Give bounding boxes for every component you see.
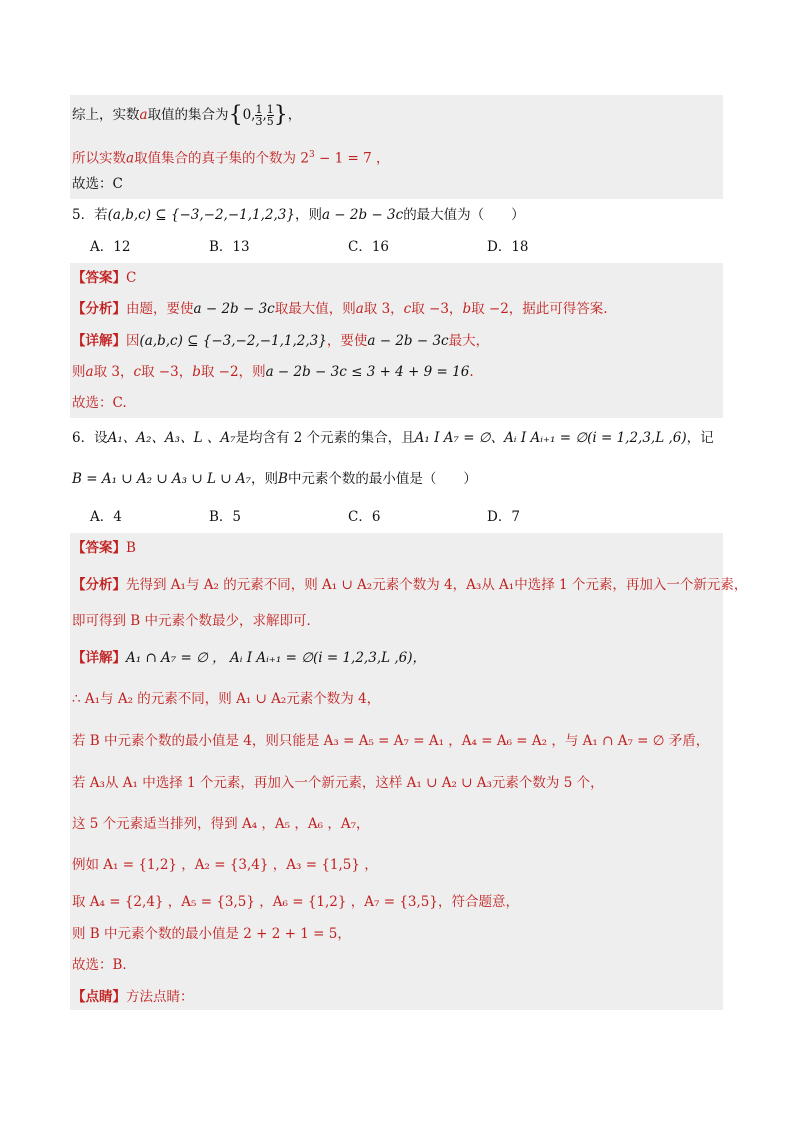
q5-answer: 【答案】C bbox=[72, 270, 137, 286]
q6-detail: 【详解】A₁ ∩ A₇ = ∅ ， Aᵢ I Aᵢ₊₁ = ∅(i = 1,2,3,L ,6)， bbox=[72, 650, 427, 666]
fraction-one-third: $\frac{1}{3}$ bbox=[255, 103, 263, 128]
q5-option-d: D．18 bbox=[487, 239, 529, 255]
q6-stem-line-1: 6．设A₁、A₂、A₃、L 、A₇是均含有 2 个元素的集合，且A₁ I A₇ = ∅、Aᵢ I Aᵢ₊₁ = ∅(i = 1,2,3,L ,6)，记 bbox=[72, 430, 714, 446]
q6-option-a: A．4 bbox=[90, 509, 122, 525]
fraction-one-fifth: $\frac{1}{5}$ bbox=[266, 103, 274, 128]
q5-analysis: 【分析】由题，要使a − 2b − 3c取最大值，则a取 3，c取 −3，b取 −2，据此可得答案. bbox=[72, 301, 608, 317]
q6-analysis: 【分析】先得到 A₁与 A₂ 的元素不同，则 A₁ ∪ A₂元素个数为 4，A₃从 A₁中选择 1 个元素，再加入一个新元素， bbox=[72, 577, 748, 593]
q6-detail-line-2: ∴ A₁与 A₂ 的元素不同，则 A₁ ∪ A₂元素个数为 4， bbox=[72, 691, 381, 707]
q6-detail-line-4: 若 A₃从 A₁ 中选择 1 个元素，再加入一个新元素，这样 A₁ ∪ A₂ ∪ A₃元素个数为 5 个， bbox=[72, 775, 604, 791]
q6-analysis-line-2: 即可得到 B 中元素个数最少，求解即可． bbox=[72, 613, 321, 629]
q6-final-answer: 故选：B． bbox=[72, 957, 136, 973]
q5-stem: 5．若(a,b,c) ⊆ {−3,−2,−1,1,2,3}，则a − 2b − 3c的最大值为（ ） bbox=[72, 207, 525, 223]
q6-detail-line-8: 则 B 中元素个数的最小值是 2 + 2 + 1 = 5， bbox=[72, 926, 351, 942]
q6-detail-line-5: 这 5 个元素适当排列，得到 A₄ ，A₅ ，A₆ ，A₇， bbox=[72, 816, 370, 832]
prev-final-answer: 故选：C bbox=[72, 176, 123, 192]
prev-conclusion-line: 综上，实数a取值的集合为{0, $\frac{1}{3}$ , $\frac{1}{5}$ }， bbox=[72, 102, 302, 128]
prev-subset-count-line: 所以实数a取值集合的真子集的个数为 $2^3 - 1 = 7$ ， bbox=[72, 150, 390, 167]
q6-option-b: B．5 bbox=[209, 509, 242, 525]
q6-stem-line-2: B = A₁ ∪ A₂ ∪ A₃ ∪ L ∪ A₇，则B中元素个数的最小值是（ ） bbox=[72, 471, 477, 487]
q5-final-answer: 故选：C. bbox=[72, 395, 127, 411]
q6-option-c: C．6 bbox=[348, 509, 381, 525]
q6-answer: 【答案】B bbox=[72, 540, 136, 556]
q6-detail-line-6: 例如 A₁ = {1,2} ，A₂ = {3,4} ，A₃ = {1,5} ， bbox=[72, 857, 378, 873]
q6-detail-line-7: 取 A₄ = {2,4} ，A₅ = {3,5} ，A₆ = {1,2} ，A₇ = {3,5}，符合题意， bbox=[72, 894, 519, 910]
q6-comment: 【点睛】方法点睛： bbox=[72, 989, 194, 1005]
q5-option-b: B．13 bbox=[209, 239, 250, 255]
q6-detail-line-3: 若 B 中元素个数的最小值是 4，则只能是 A₃ = A₅ = A₇ = A₁ ，A₄ = A₆ = A₂ ，与 A₁ ∩ A₇ = ∅ 矛盾， bbox=[72, 733, 710, 749]
q6-option-d: D．7 bbox=[487, 509, 520, 525]
q5-detail-line-2: 则a取 3，c取 −3，b取 −2，则a − 2b − 3c ≤ 3 + 4 + 9 = 16. bbox=[72, 364, 474, 380]
q5-detail: 【详解】因(a,b,c) ⊆ {−3,−2,−1,1,2,3}，要使a − 2b − 3c最大， bbox=[72, 333, 490, 349]
q5-option-a: A．12 bbox=[90, 239, 131, 255]
q5-option-c: C．16 bbox=[348, 239, 390, 255]
